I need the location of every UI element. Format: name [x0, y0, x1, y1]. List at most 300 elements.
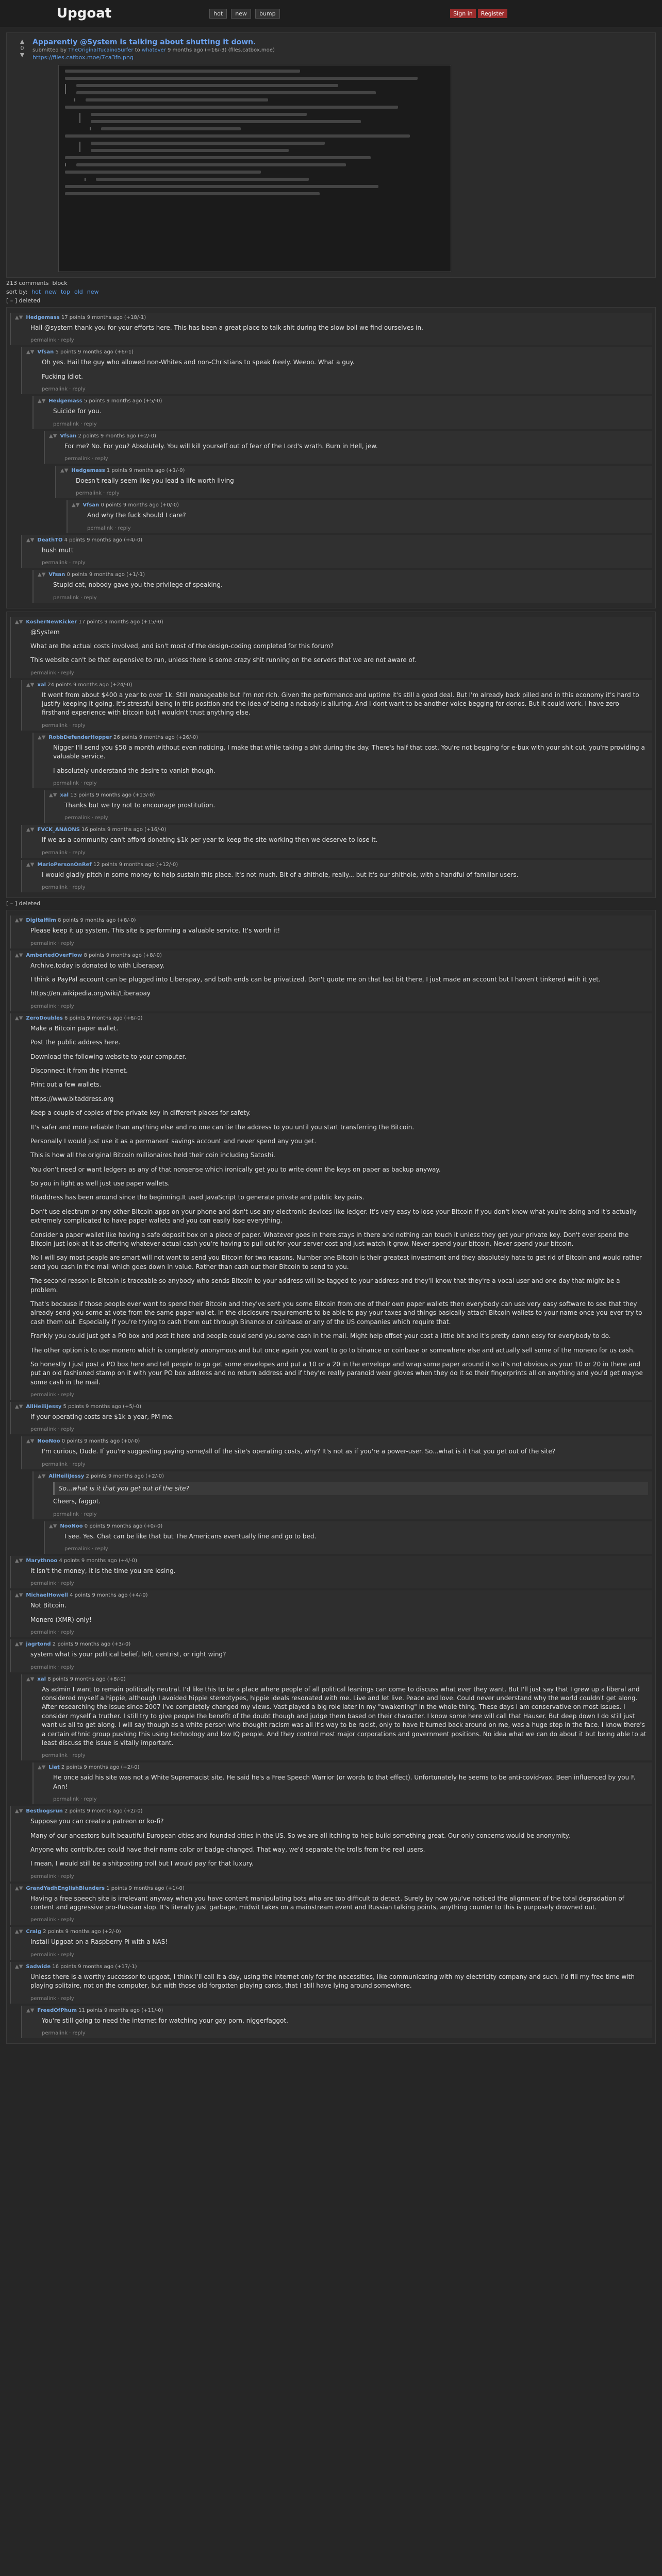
comment-author[interactable]: xal [60, 792, 69, 799]
comment-actions[interactable]: permalink · reply [30, 1917, 74, 1923]
comment-text [42, 358, 648, 381]
register-button[interactable]: Register [478, 9, 507, 18]
post-meta [32, 47, 650, 53]
comment-actions[interactable]: permalink · reply [53, 1511, 97, 1517]
comment-actions[interactable]: permalink · reply [30, 1427, 74, 1433]
comment [32, 1762, 652, 1804]
post-image[interactable] [58, 65, 451, 272]
comment-text [53, 407, 648, 416]
comment-paragraph: Having a free speech site is irrelevant anyway when you have content manipulating bots who are too difficult to detect. Surely by now you've noticed the alignment of the total degradation of content and aggressive pro-Russian slop. It's literally just garbage, midwit takes on a mainstream event and Russian talking points, anything counter to this is purposely drowned out. [30, 1894, 624, 1911]
vote-arrows-icon[interactable]: ▲▼ [26, 349, 35, 355]
vote-arrows-icon[interactable]: ▲▼ [15, 315, 23, 320]
comment-paragraph: system what is your political belief, left, centrist, or right wing? [30, 1651, 226, 1658]
comment-paragraph: Keep a couple of copies of the private key in different places for safety. [30, 1109, 251, 1117]
comment-paragraph: What are the actual costs involved, and isn't most of the design-coding completed for this forum? [30, 642, 334, 650]
comment-text [42, 1447, 648, 1456]
comment [55, 466, 652, 498]
vote-arrows-icon[interactable]: ▲▼ [38, 398, 46, 404]
vote-arrows-icon[interactable]: ▲▼ [15, 1558, 23, 1564]
comment-paragraph: Nigger I'll send you $50 a month without even noticing. I make that while taking a shit during the day. There's half that cost. You're not begging for e-bux with your shit cut, you're providing a valuable service. [53, 743, 645, 760]
comment [10, 1402, 652, 1434]
comment-meta [15, 1641, 648, 1647]
comment-actions[interactable]: permalink · reply [30, 1581, 74, 1587]
comment-score: 2 points 9 months ago (+3/-0) [52, 1641, 131, 1648]
comment-paragraph: Please keep it up system. This site is performing a valuable service. It's worth it! [30, 927, 280, 935]
comment-paragraph: Disconnect it from the internet. [30, 1066, 128, 1074]
vote-arrows-icon[interactable]: ▲▼ [49, 1523, 57, 1529]
comment-actions[interactable]: permalink · reply [64, 455, 108, 462]
vote-arrows-icon[interactable]: ▲▼ [15, 619, 23, 625]
comment-score: 4 points 9 months ago (+4/-0) [59, 1558, 137, 1564]
comment-paragraph: The other option is to use monero which is completely anonymous and but once again you want to go to binance or coinbase or somewhere else and actually sell some of the monero for us cash. [30, 1346, 635, 1354]
comment-paragraph: Frankly you could just get a PO box and post it here and people could send you some cash in the mail. Might help offset your cost a little bit and it's pretty damn easy for everybody to do. [30, 1332, 611, 1340]
vote-arrows-icon[interactable]: ▲▼ [60, 467, 69, 473]
comment [21, 860, 652, 892]
sort-old[interactable]: old [74, 289, 83, 295]
post [6, 32, 656, 278]
comment-paragraph: Thanks but we try not to encourage prostitution. [64, 802, 216, 809]
comment-meta [38, 1473, 648, 1479]
sort-bar [6, 289, 656, 295]
comment-meta [15, 1404, 648, 1410]
comment-meta [49, 792, 648, 798]
comment-author[interactable]: ZeroDoubles [26, 1015, 63, 1021]
comment-score: 4 points 9 months ago (+4/-0) [64, 537, 143, 543]
comment-author[interactable]: NooNoo [37, 1438, 60, 1445]
vote-arrows-icon[interactable]: ▲▼ [38, 734, 46, 740]
comment-score: 17 points 9 months ago (+18/-1) [61, 315, 146, 320]
comment-paragraph: Personally I would just use it as a permanent savings account and never spend any you get. [30, 1137, 317, 1145]
comment-actions[interactable]: permalink · reply [30, 337, 74, 344]
comment-paragraph: Don't use electrum or any other Bitcoin apps on your phone and don't use any electronic devices like ledger. It's very easy to lose your Bitcoin if you don't know what you're doing and it's actually extremely complicated to have paper wallets and you can easily lose everything. [30, 1208, 637, 1225]
comment-score: 12 points 9 months ago (+12/-0) [93, 861, 178, 868]
comment-paragraph: This website can't be that expensive to run, unless there is some crazy shit running on the servers that we are not aware of. [30, 656, 417, 664]
comment-actions[interactable]: permalink · reply [42, 1461, 86, 1467]
comment-actions[interactable]: permalink · reply [42, 885, 86, 891]
comment-actions[interactable]: permalink · reply [64, 815, 108, 821]
post-domain[interactable]: (files.catbox.moe) [228, 47, 275, 53]
comment-thread [6, 307, 656, 608]
vote-arrows-icon[interactable]: ▲▼ [38, 572, 46, 578]
comment [10, 313, 652, 345]
comment-actions[interactable]: permalink · reply [64, 1546, 108, 1552]
comment [10, 951, 652, 1011]
nav-bump[interactable]: bump [255, 9, 280, 19]
comment-author[interactable]: Cralg [26, 1929, 41, 1935]
comment-paragraph: For me? No. For you? Absolutely. You will kill yourself out of fear of the Lord's wrath. Burn in Hell, jew. [64, 442, 378, 450]
comment-meta [49, 1523, 648, 1529]
comment [32, 570, 652, 602]
comment [21, 535, 652, 568]
comment-text [42, 871, 648, 879]
comment-meta [15, 918, 648, 923]
comment-meta [15, 1929, 648, 1935]
comment [44, 790, 652, 823]
comment-meta [15, 1808, 648, 1814]
comment-score: 16 points 9 months ago (+16/-0) [81, 827, 167, 833]
comment-text [42, 691, 648, 718]
comment [10, 1806, 652, 1882]
comment-text [30, 1601, 648, 1624]
comment-actions[interactable]: permalink · reply [87, 525, 131, 531]
comment-text [53, 581, 648, 589]
comment-paragraph: Oh yes. Hail the guy who allowed non-Whites and non-Christians to speak freely. Weeoo. What a guy. [42, 359, 355, 366]
comment-text [64, 442, 648, 451]
comment-paragraph: That's because if those people ever want to spend their Bitcoin and they've sent you some Bitcoin from one of their own paper wallets then everybody can use very easy software to see that they already send you some at vote from the same paper wallet. In the disclosure requirements to be able to pay your taxes and things basically attach Bitcoin wallets to your name once you ever try to cash them out. Especially if you're trying to cash them out through Binance or coinbase or any of the US companies which require that. [30, 1300, 642, 1326]
comment-score: 17 points 9 months ago (+15/-0) [78, 619, 163, 625]
vote-arrows-icon[interactable]: ▲▼ [15, 1592, 23, 1599]
comment-paragraph: It's safer and more reliable than anything else and no one can tie the address to you until you start transferring the Bitcoin. [30, 1123, 415, 1131]
comment-score: 6 points 9 months ago (+6/-0) [64, 1015, 143, 1021]
comment-text [30, 1413, 648, 1421]
comment-paragraph: https://www.bitaddress.org [30, 1095, 114, 1103]
comment-paragraph: Download the following website to your computer. [30, 1053, 187, 1060]
comment-score: 2 points 9 months ago (+2/-0) [61, 1765, 140, 1771]
comment-meta [38, 398, 648, 404]
comment-text [76, 477, 648, 485]
comment-paragraph: I see. Yes. Chat can be like that but The Americans eventually line and go to bed. [64, 1532, 317, 1540]
comment-meta [60, 468, 648, 473]
comment-paragraph: You don't need or want ledgers as any of that nonsense which ironically get you to write down the keys on paper as backup anyway. [30, 1165, 441, 1173]
vote-arrows-icon[interactable]: ▲▼ [49, 792, 57, 799]
comment-thread [6, 612, 656, 899]
comment [10, 1962, 652, 2004]
comment-meta [26, 349, 648, 355]
vote-arrows-icon[interactable]: ▲▼ [26, 682, 35, 688]
comment-paragraph: It went from about $400 a year to over 1k. Still manageable but I'm not rich. Given the performance and uptime it's still a good deal. But I'm already back pilled and in this economy it's hard to justify keeping it going. It's stressful being in this position and the idea of being a nobody is alluring. And I dont want to be another voice begging for donos. But it could work. I have zero firsthand experience with bitcoin but I wouldn't trust anything else. [42, 691, 639, 717]
vote-arrows-icon[interactable]: ▲▼ [38, 1765, 46, 1771]
vote-arrows-icon[interactable]: ▲▼ [26, 861, 35, 868]
comment-actions[interactable]: permalink · reply [53, 781, 97, 787]
comment-text [30, 926, 648, 935]
vote-arrows-icon[interactable]: ▲▼ [15, 1885, 23, 1891]
comment-author[interactable]: MarioPersonOnRef [37, 861, 92, 868]
comment-text [42, 2016, 648, 2025]
comment-paragraph: No I will say most people are smart will not want to send you Bitcoin for two reasons. Number one Bitcoin is their greatest investment and they absolutely hate to get rid of Bitcoin and would rather send you cash in the mail which goes down in value. Rather than cash out their Bitcoin to send to you. [30, 1254, 642, 1270]
comment-text [53, 1482, 648, 1506]
vote-arrows-icon[interactable]: ▲▼ [15, 952, 23, 958]
comment-paragraph: Many of our ancestors built beautiful European cities and founded cities in the US. So we are all itching to help build something great. Our only concerns would be anonymity. [30, 1832, 570, 1839]
comment-actions[interactable]: permalink · reply [53, 421, 97, 427]
comment-paragraph: If we as a community can't afford donating $1k per year to keep the site working then we deserve to lose it. [42, 836, 378, 844]
upvote-icon[interactable]: ▲ [20, 38, 25, 45]
comment [21, 825, 652, 857]
comment-paragraph: Make a Bitcoin paper wallet. [30, 1024, 119, 1032]
comment-paragraph: I mean, I would still be a shitposting troll but I would pay for that luxury. [30, 1860, 254, 1868]
vote-arrows-icon[interactable]: ▲▼ [15, 1404, 23, 1410]
vote-arrows-icon[interactable]: ▲▼ [15, 1963, 23, 1970]
comment-meta [15, 953, 648, 958]
comment-actions[interactable]: permalink · reply [30, 1630, 74, 1636]
comment [21, 1436, 652, 1469]
post-meta-prefix: submitted by [32, 47, 67, 53]
comment-paragraph: The second reason is Bitcoin is traceable so anybody who sends Bitcoin to your address will be tagged to your address and they'll know that they're a vocal user and one day that might be a problem. [30, 1277, 620, 1294]
vote-arrows-icon[interactable]: ▲▼ [15, 918, 23, 924]
comment-paragraph: Cheers, faggot. [53, 1498, 101, 1505]
comment [44, 431, 652, 464]
comment-author[interactable]: xal [37, 1676, 46, 1682]
comment-text [87, 511, 648, 520]
comment-author[interactable]: DeathTO [37, 537, 63, 543]
comment-author[interactable]: AmbertedOverFlow [26, 952, 82, 958]
vote-arrows-icon[interactable]: ▲▼ [15, 1808, 23, 1815]
comment-score: 11 points 9 months ago (+11/-0) [78, 2007, 163, 2013]
sort-new-2[interactable]: new [87, 289, 99, 295]
post-author[interactable]: TheOriginalTucainoSurfer [68, 47, 134, 53]
comment-score: 0 points 9 months ago (+0/-0) [84, 1523, 163, 1529]
comment [21, 1674, 652, 1761]
comment-actions[interactable]: permalink · reply [42, 1753, 86, 1759]
comment-meta [38, 1765, 648, 1770]
comment-meta [15, 1964, 648, 1970]
comment-paragraph: So honestly I just post a PO box here and tell people to go get some envelopes and put a 10 or a 20 in the envelope and wrap some paper around it so it's not obvious as your 10 or 20 in there and put an old fashioned stamp on it with your PO box address and no return address and if they're really paranoid wear gloves when they do it so their fingerprints all on anything and you'd get maybe some cash in the mail. [30, 1360, 643, 1386]
sort-top[interactable]: top [60, 289, 70, 295]
comment-paragraph: Not Bitcoin. [30, 1602, 67, 1609]
comment-text [42, 1685, 648, 1748]
comment-actions[interactable]: permalink · reply [42, 2030, 86, 2037]
comment-author[interactable]: jagrtond [26, 1641, 51, 1648]
comment-paragraph: Install Upgoat on a Raspberry Pi with a NAS! [30, 1938, 168, 1946]
auth-buttons [450, 9, 507, 18]
comment-score: 26 points 9 months ago (+26/-0) [113, 734, 198, 740]
comment [21, 2006, 652, 2038]
comment [10, 1556, 652, 1588]
comment-meta [26, 1438, 648, 1444]
comment-paragraph: Archive.today is donated to with Liberapay. [30, 961, 165, 969]
comment-paragraph: hush mutt [42, 546, 74, 554]
comment-text [30, 1938, 648, 1946]
comment-meta [26, 1676, 648, 1682]
comment-author[interactable]: Liat [48, 1765, 60, 1771]
comment-author[interactable]: GrandYadhEnglishBlunders [26, 1885, 105, 1891]
comment-paragraph: Anyone who contributes could have their name color or badge changed. That way, we'd separate the trolls from the real users. [30, 1845, 425, 1853]
vote-arrows-icon[interactable]: ▲▼ [26, 537, 35, 543]
comment-score: 2 points 9 months ago (+2/-0) [86, 1473, 164, 1479]
comment-score: 2 points 9 months ago (+2/-0) [43, 1929, 121, 1935]
vote-arrows-icon[interactable]: ▲▼ [15, 1015, 23, 1021]
vote-arrows-icon[interactable]: ▲▼ [26, 1676, 35, 1682]
vote-arrows-icon[interactable]: ▲▼ [15, 1641, 23, 1648]
comment-score: 5 points 9 months ago (+6/-1) [55, 349, 134, 355]
comment-actions[interactable]: permalink · reply [30, 1995, 74, 2002]
comment-score: 5 points 9 months ago (+5/-0) [84, 398, 162, 404]
comment-text [30, 1973, 648, 1991]
comment-actions[interactable]: permalink · reply [30, 1664, 74, 1670]
comment-author[interactable]: Hedgemass [71, 467, 105, 473]
site-logo[interactable]: Upgoat [57, 6, 112, 21]
comment-actions[interactable]: permalink · reply [30, 670, 74, 676]
comment-actions[interactable]: permalink · reply [30, 940, 74, 946]
comment-text [53, 1773, 648, 1791]
comment-paragraph: https://en.wikipedia.org/wiki/Liberapay [30, 990, 151, 997]
comment-meta [15, 315, 648, 320]
comment-paragraph: He once said his site was not a White Supremacist site. He said he's a Free Speech Warrior (or words to that effect). Unfortunately he seems to be anti-covid-vax. Been influenced by you F. Ann! [53, 1774, 636, 1790]
post-sub[interactable]: whatever [141, 47, 166, 53]
vote-arrows-icon[interactable]: ▲▼ [26, 2007, 35, 2013]
comment-list [6, 910, 656, 2044]
nav-hot[interactable]: hot [209, 9, 227, 19]
comment-text [42, 546, 648, 555]
comment-meta [15, 1558, 648, 1564]
comment-author[interactable]: Marythnoo [26, 1558, 58, 1564]
comment-meta [38, 735, 648, 740]
comment-author[interactable]: Hedgemass [48, 398, 82, 404]
comment-author[interactable]: Vfsan [82, 502, 100, 509]
comment-score: 0 points 9 months ago (+1/-1) [67, 572, 145, 578]
comment [21, 680, 652, 731]
comment-actions[interactable]: permalink · reply [53, 1797, 97, 1803]
comment-paragraph: Hail @system thank you for your efforts here. This has been a great place to talk shit during the slow boil we find ourselves in. [30, 324, 423, 331]
comment-score: 1 points 9 months ago (+1/-0) [106, 1885, 185, 1891]
comment-author[interactable]: KosherNewKicker [26, 619, 77, 625]
comment-meta [38, 572, 648, 578]
comment-paragraph: As admin I want to remain politically neutral. I'd like this to be a place where people of all political leanings can come to discuss what ever they want. But I'll just say that I grew up a liberal and considered myself a hippie, although I avoided hippie stereotypes, hippie ideals resonated with me. Live and let live. Peace and love. Could never understand why the world couldn't get along. After researching the issue since 2007 I've completely changed my views. Vast played a big role later in my "awakening" in the whole thing. These days I am conservative on most issues. I consider myself a truther. I still try to give people the benefit of the doubt though and judge them based on their character. I know some here will call that Hauser. But deep down I do still just want us all to get along. I will say though as a white person who thought racism was all it's way to be racist, only to have it turned back around on me, was a huge step in the face. I know there's a certain ethnic group pushing this using technology and low IQ people. And they control most major corporations and government positions. No idea what we can do about it but being able to at least discuss the issue is vitally important. [42, 1685, 647, 1747]
comment-actions[interactable]: permalink · reply [76, 490, 120, 497]
comment-author[interactable]: Hedgemass [26, 315, 60, 320]
comment-author[interactable]: Bestbogsrun [26, 1808, 63, 1815]
comment-actions[interactable]: permalink · reply [30, 1392, 74, 1398]
nav-new[interactable]: new [231, 9, 251, 19]
sort-new[interactable]: new [45, 289, 57, 295]
comment-meta [26, 537, 648, 543]
comment-paragraph: And why the fuck should I care? [87, 512, 186, 519]
comment-paragraph: @System [30, 628, 60, 636]
comment-text [42, 836, 648, 844]
comment [32, 396, 652, 429]
vote-arrows-icon[interactable]: ▲▼ [26, 1438, 35, 1445]
comment-author[interactable]: RobbDefenderHopper [48, 734, 112, 740]
comment-paragraph: I would gladly pitch in some money to help sustain this place. It's not much. Bit of a shithole, really... but it's our shithole, with a handful of familiar users. [42, 871, 519, 878]
comment [21, 347, 652, 394]
sign-in-button[interactable]: Sign in [450, 9, 476, 18]
comment-meta [15, 619, 648, 625]
block-link[interactable]: block [52, 280, 68, 286]
comment-paragraph: Suppose you can create a patreon or ko-fi? [30, 1818, 164, 1825]
comment-author[interactable]: MichaelHowell [26, 1592, 68, 1599]
post-score: 0 [20, 45, 24, 52]
comment-paragraph: Post the public address here. [30, 1039, 121, 1046]
comment-text [30, 324, 648, 332]
comment [10, 1639, 652, 1672]
comment [44, 1521, 652, 1554]
comment [10, 1927, 652, 1959]
comment-paragraph: I absolutely understand the desire to vanish though. [53, 767, 216, 774]
comment-actions[interactable]: permalink · reply [42, 560, 86, 566]
post-vote [12, 38, 32, 272]
comment-author[interactable]: Vfsan [60, 433, 77, 439]
comment-actions[interactable]: permalink · reply [42, 722, 86, 728]
deleted-comment: [ – ] deleted [6, 297, 41, 304]
top-nav [209, 9, 279, 19]
sort-hot[interactable]: hot [31, 289, 41, 295]
quote-block: So...what is it that you get out of the site? [53, 1482, 648, 1495]
comment-paragraph: Fucking idiot. [42, 372, 83, 380]
comment-paragraph: Print out a few wallets. [30, 1081, 102, 1089]
comment-paragraph: Bitaddress has been around since the beginning.It used JavaScript to generate private and public key pairs. [30, 1194, 365, 1201]
comment-author[interactable]: FreedOfPhum [37, 2007, 77, 2013]
downvote-icon[interactable]: ▼ [20, 52, 25, 58]
comment-actions[interactable]: permalink · reply [30, 1952, 74, 1958]
comment-actions[interactable]: permalink · reply [42, 386, 86, 393]
comment [10, 1013, 652, 1400]
top-bar [0, 0, 662, 27]
comment-paragraph: I think a PayPal account can be plugged into Liberapay, and both ends can be privatized. Don't quote me on that last bit there, I just made an account but I haven't tinkered with it yet. [30, 975, 601, 983]
comment-score: 2 points 9 months ago (+2/-0) [64, 1808, 143, 1815]
comment-meta [15, 1886, 648, 1891]
comment-author[interactable]: FVCK_ANAONS [37, 827, 80, 833]
comment [32, 733, 652, 788]
vote-arrows-icon[interactable]: ▲▼ [72, 502, 80, 509]
comment-text [30, 961, 648, 998]
post-title[interactable]: Apparently @System is talking about shutting it down. [32, 38, 256, 46]
comments-header [6, 280, 656, 286]
post-url[interactable]: https://files.catbox.moe/7ca3fn.png [32, 54, 134, 61]
comment [10, 916, 652, 948]
sort-label: sort by: [6, 289, 28, 295]
comment-meta [15, 1015, 648, 1021]
comment-actions[interactable]: permalink · reply [53, 595, 97, 601]
comment-meta [15, 1592, 648, 1598]
comment-score: 4 points 9 months ago (+4/-0) [70, 1592, 148, 1599]
comment-actions[interactable]: permalink · reply [30, 1003, 74, 1009]
comment-paragraph: You're still going to need the internet for watching your gay porn, niggerfaggot. [42, 2016, 288, 2024]
comment-score: 8 points 9 months ago (+8/-0) [47, 1676, 126, 1682]
comment-author[interactable]: Digitalfilm [26, 918, 56, 924]
comment-actions[interactable]: permalink · reply [42, 850, 86, 856]
comment [32, 1471, 652, 1519]
comment-paragraph: Suicide for you. [53, 408, 102, 415]
comment-author[interactable]: Sadwide [26, 1963, 51, 1970]
vote-arrows-icon[interactable]: ▲▼ [15, 1929, 23, 1935]
comment-paragraph: So you in light as well just use paper wallets. [30, 1180, 170, 1188]
comment-author[interactable]: Vfsan [37, 349, 54, 355]
comment-author[interactable]: xal [37, 682, 46, 688]
comment-text [64, 801, 648, 810]
comment-score: 0 points 9 months ago (+0/-0) [61, 1438, 140, 1445]
comment [10, 617, 652, 678]
comment-text [30, 1650, 648, 1659]
comment-text [30, 1024, 648, 1387]
comment-text [30, 1894, 648, 1912]
comment-text [30, 1817, 648, 1869]
comment-score: 8 points 9 months ago (+8/-0) [58, 918, 136, 924]
comment-meta [26, 682, 648, 688]
comment-text [30, 628, 648, 665]
post-time: 9 months ago (+16/-3) [168, 47, 227, 53]
comment-author[interactable]: AllHeiliJessy [26, 1404, 62, 1410]
vote-arrows-icon[interactable]: ▲▼ [38, 1473, 46, 1479]
comment-score: 24 points 9 months ago (+24/-0) [47, 682, 133, 688]
comment-text [64, 1532, 648, 1541]
comment-paragraph: Monero (XMR) only! [30, 1616, 92, 1623]
comment-author[interactable]: Vfsan [48, 572, 65, 578]
comments-count[interactable]: 213 comments [6, 280, 49, 286]
comment-paragraph: This is how all the original Bitcoin millionaires held their coin including Satoshi. [30, 1151, 275, 1159]
comment-score: 2 points 9 months ago (+2/-0) [78, 433, 156, 439]
comment-author[interactable]: NooNoo [60, 1523, 83, 1529]
comment-paragraph: It isn't the money, it is the time you are losing. [30, 1567, 176, 1575]
deleted-comment-2: [ – ] deleted [6, 900, 41, 907]
comment-score: 8 points 9 months ago (+8/-0) [84, 952, 162, 958]
post-meta-mid: to [135, 47, 140, 53]
comment-paragraph: Doesn't really seem like you lead a life worth living [76, 477, 234, 484]
comment-score: 13 points 9 months ago (+13/-0) [70, 792, 155, 799]
comment [67, 500, 652, 533]
comment-actions[interactable]: permalink · reply [30, 1873, 74, 1879]
vote-arrows-icon[interactable]: ▲▼ [49, 433, 57, 439]
comment-author[interactable]: AllHeiliJessy [48, 1473, 85, 1479]
vote-arrows-icon[interactable]: ▲▼ [26, 827, 35, 833]
